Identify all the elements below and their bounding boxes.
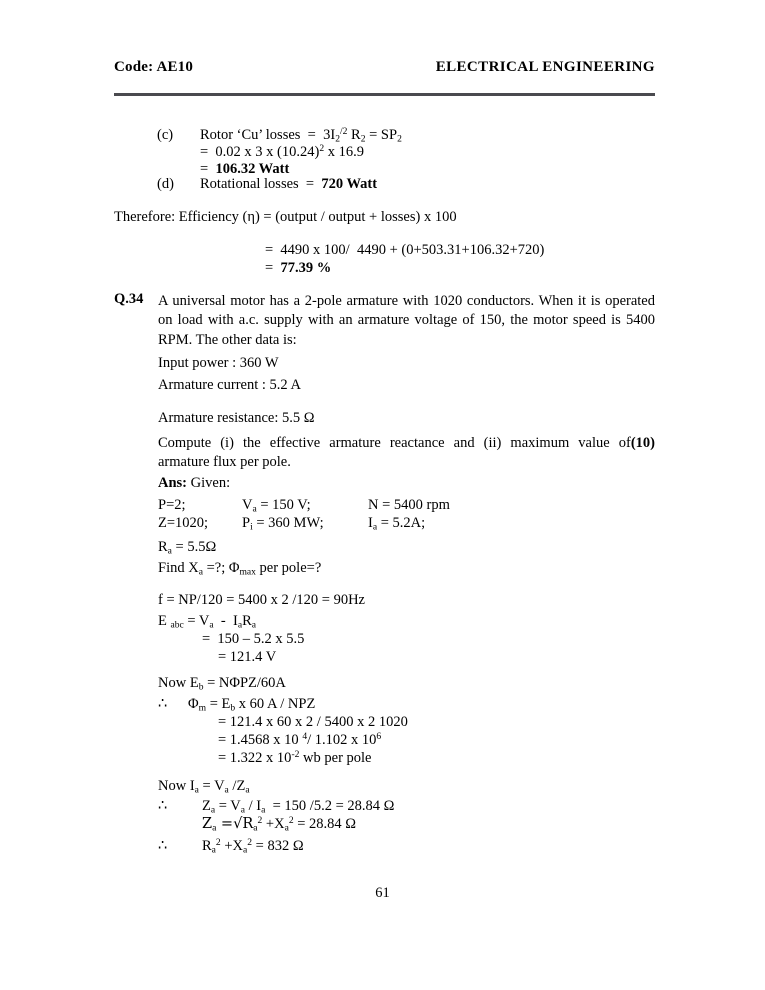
part-c-line-3 [200,162,402,177]
question-data-line-2: Armature current : 5.2 A [158,377,301,393]
header-divider [114,93,655,96]
given-r2-c2-tail: = 360 MW; [252,514,324,531]
phim-line-3 [158,733,408,748]
given-r2-c2 [242,516,368,531]
given-r1-c3: N = 5400 rpm [368,497,450,513]
part-c-l2-tail: x 16.9 [324,144,364,160]
question-text: A universal motor has a 2-pole armature with 1020 conductors. When it is operated on load with a.c. supply with an armature voltage of 150, the motor speed is 5400 RPM. The other data is: [158,293,655,348]
given-r1-c2 [242,498,368,513]
compute-text: Compute (i) the effective armature reactance and (ii) maximum value of armature flux per pole. [158,435,631,471]
given-r2-c3 [368,516,425,531]
zc-sup2: 2 [247,836,253,848]
part-c-result: 106.32 Watt [215,161,290,177]
back-emf-formula-line [158,676,286,691]
eabc-sub2: a [209,619,214,631]
phim-tail: x 60 A / NPZ [235,696,316,712]
phim-prefix: Φ [188,696,199,712]
zb-tail: = 28.84 Ω [293,816,357,832]
flux-block [158,697,408,766]
eabc-line-3: = 121.4 V [218,649,277,665]
given-r2-c1: Z=1020; [158,514,209,531]
now-ia-sub3: a [245,784,250,796]
zc-prefix: R [202,837,212,854]
part-c-l1-mid: R [347,127,361,143]
part-c-label: (c) [157,127,174,143]
efficiency-result-block [265,243,544,276]
part-c-l1-sub2: 2 [360,133,366,145]
eabc-mid: = V [183,613,210,629]
part-d-label: (d) [157,176,174,192]
zc-tail: = 832 Ω [252,837,304,854]
phim-line-2: = 121.4 x 60 x 2 / 5400 x 2 1020 [218,714,408,730]
phim-l3-b: / 1.102 x 10 [307,732,377,748]
zb-mid2: +X [262,816,285,832]
efficiency-line-2 [265,261,544,276]
part-c-l3-eq: = [200,161,216,177]
now-eb-prefix: Now E [158,675,199,691]
part-c-l1-mid2: = SP [365,127,398,143]
zb-sub3: a [284,822,289,834]
phim-sub: m [198,702,207,714]
find-mid: =?; Φ [202,560,240,576]
find-line [158,561,321,576]
given-r1-c2-base: V [242,497,253,513]
zb-sup: 2 [257,815,263,827]
given-r2-c3-sub: a [372,520,378,532]
answer-heading [158,476,230,491]
part-c-content [200,128,402,177]
za-sub: a [210,804,216,816]
back-emf-block [158,614,304,665]
given-r1-c2-tail: = 150 V; [256,497,311,513]
given-r2-c2-sub: i [250,520,253,532]
eabc-tail: R [242,613,252,629]
given-values-grid [158,498,450,530]
now-ia-sub: a [194,784,199,796]
part-c-l2-text: = 0.02 x 3 x (10.24) [200,144,320,160]
part-d-result: 720 Watt [321,176,378,192]
find-sub2: max [239,566,256,578]
zc-sub2: a [242,843,248,855]
efficiency-l2-eq: = [265,260,281,276]
phim-l3-sup: 4 [302,731,308,743]
phim-line-4 [158,751,408,766]
given-label: Given: [187,475,231,491]
therefore-icon: ∴ [158,696,168,712]
part-c-block [157,128,402,177]
za-sub3: a [261,804,266,816]
part-c-row [157,128,402,177]
now-ia-mid2: /Z [228,778,246,794]
find-tail: per pole=? [255,560,322,576]
impedance-block [158,799,394,853]
find-prefix: Find X [158,560,199,576]
paper-code: Code: AE10 [114,59,194,75]
now-ia-sub2: a [224,784,229,796]
frequency-line: f = NP/120 = 5400 x 2 /120 = 90Hz [158,592,365,608]
part-d-row [157,177,377,192]
armature-resistance-line [158,540,216,555]
ra-base: R [158,539,168,555]
part-c-l2-sup: 2 [319,143,325,155]
part-d-text: Rotational losses = [200,176,322,192]
za-sub2: a [240,804,245,816]
given-r1-c1: P=2; [158,497,186,513]
part-c-l1-sub3: 2 [397,133,402,145]
answer-label: Ans: [158,475,188,491]
given-r2-c2-base: P [242,514,251,531]
given-r2-c3-tail: = 5.2A; [377,514,426,531]
zb-sub2: a [253,822,258,834]
zb-sup2: 2 [288,815,294,827]
ra-sub: a [167,545,172,557]
part-c-line-1 [200,128,402,143]
za-mid2: / I [245,798,262,814]
given-r2-c3-base: I [368,514,373,531]
now-eb-sub: b [198,681,204,693]
zc-sup: 2 [215,836,221,848]
part-c-l1-sub1: 2 [335,133,340,145]
eabc-base: E [158,613,171,629]
now-eb-tail: = NΦPZ/60A [203,675,286,691]
now-ia-line [158,779,250,794]
question-number: Q.34 [114,291,144,307]
ra-tail: = 5.5Ω [171,539,217,555]
given-r1-c2-sub: a [252,503,257,515]
part-c-line-2 [200,145,402,160]
given-row-1 [158,498,450,513]
phim-mid: = E [206,696,231,712]
eabc-line-1 [158,614,304,629]
therefore-icon: ∴ [158,837,168,854]
za-line-2 [158,817,394,832]
phim-l3-sup2: 6 [376,731,382,743]
efficiency-line-1: = 4490 x 100/ 4490 + (0+503.31+106.32+720) [265,242,545,258]
eabc-sub3: a [237,619,243,631]
efficiency-value: 77.39 % [280,260,332,276]
zb-prefix: Z [202,816,213,832]
now-ia-prefix: Now I [158,778,195,794]
part-c-l1-prefix: Rotor ‘Cu’ losses = 3I [200,127,336,143]
page-header [114,60,655,75]
za-line-1 [158,799,394,814]
phim-sub2: b [230,702,236,714]
given-row-2 [158,516,450,531]
za-prefix: Z [202,798,211,814]
eabc-line-2: = 150 – 5.2 x 5.5 [202,631,305,647]
now-ia-mid: = V [198,778,225,794]
part-d-content [200,177,377,192]
zc-mid: +X [220,837,243,854]
efficiency-intro: Therefore: Efficiency (η) = (output / output + losses) x 100 [114,209,457,225]
za-mid: = V [215,798,241,814]
phim-line-1 [158,697,408,712]
marks-badge: (10) [630,435,655,451]
za-tail: = 150 /5.2 = 28.84 Ω [265,798,395,814]
zc-sub: a [211,843,216,855]
question-data-line-3: Armature resistance: 5.5 Ω [158,410,315,426]
find-sub: a [198,566,203,578]
phim-l3-a: = 1.4568 x 10 [218,732,303,748]
therefore-icon: ∴ [158,798,168,814]
question-34-row [114,292,655,350]
question-data-line-1: Input power : 360 W [158,355,279,371]
zb-sub: a [212,822,217,834]
phim-l4-a: = 1.322 x 10 [218,750,292,766]
part-d-block [157,177,377,192]
zb-mid: =√R [216,816,254,832]
page-number: 61 [375,885,390,901]
za-line-3 [158,836,394,855]
phim-l4-sup: -2 [291,749,300,761]
phim-l4-b: wb per pole [299,750,372,766]
eabc-sub: abc [170,619,184,631]
eabc-mid2: - I [213,613,238,629]
part-c-l1-sup1: /2 [339,126,348,138]
compute-instruction [158,434,655,473]
eabc-sub4: a [251,619,256,631]
paper-subject: ELECTRICAL ENGINEERING [435,59,655,75]
